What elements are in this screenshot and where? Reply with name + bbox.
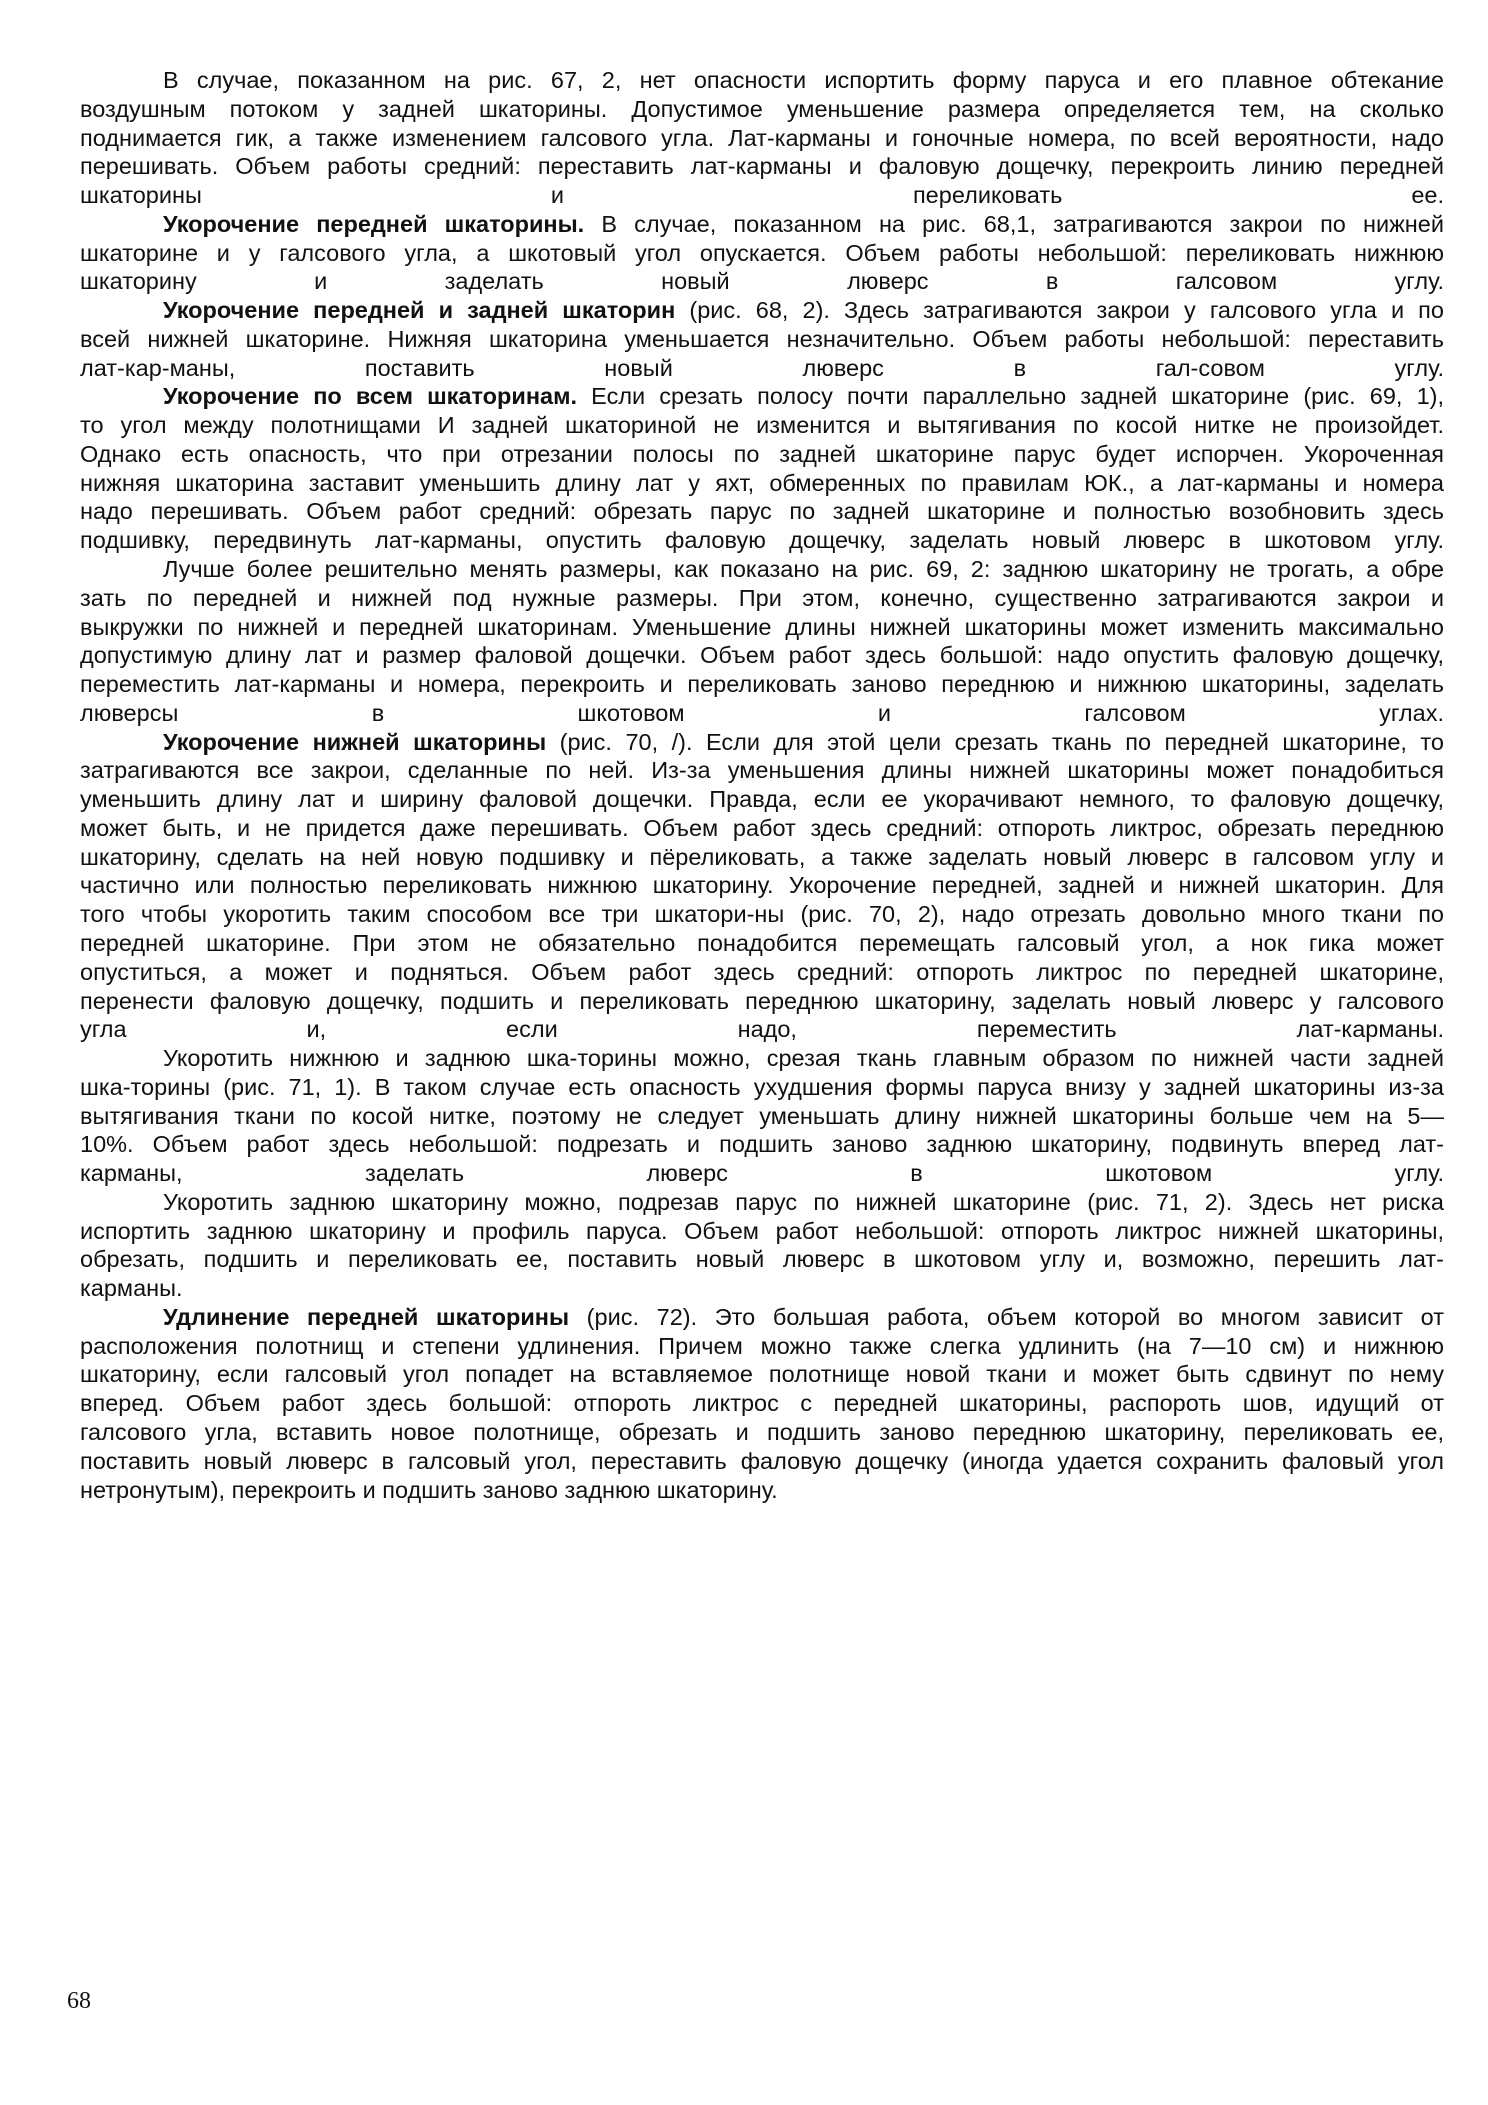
text-line: угла и, если надо, переместить лат-карманы. [80, 1016, 1444, 1043]
text-line: карманы. [80, 1275, 183, 1302]
section-heading: Удлинение передней шкаторины [163, 1303, 570, 1330]
text-run: В случае, показанном на рис. 68,1, затрагиваются закрои по нижней [584, 210, 1444, 237]
text-line: шкаторины и переликовать ее. [80, 182, 1444, 209]
paragraph-foot-leech-shortening [80, 1044, 1444, 1188]
text-line: В случае, показанном на рис. 67, 2, нет опасности испортить форму паруса и его плавное обтекание [163, 67, 1444, 93]
text-line: надо перешивать. Объем работ средний: обрезать парус по задней шкаторине и полностью возобновить здесь [80, 498, 1444, 525]
text-line: шка-торины (рис. 71, 1). В таком случае есть опасность ухудшения формы паруса внизу у задней шкаторины из-за [80, 1073, 1444, 1100]
text-line [80, 382, 1444, 411]
text-line: затрагиваются все закрои, сделанные по ней. Из-за уменьшения длины нижней шкаторины может понадобиться [80, 757, 1444, 784]
paragraph-leech-shortening [80, 1188, 1444, 1303]
section-heading: Укорочение передней и задней шкаторин [163, 297, 676, 324]
text-line: перешивать. Объем работы средний: переставить лат-карманы и фаловую дощечку, перекроить линию передней [80, 153, 1444, 180]
text-line: допустимую длину лат и размер фаловой дощечки. Объем работ здесь большой: надо опустить фаловую дощечку, [80, 642, 1444, 669]
text-line: обрезать, подшить и переликовать ее, поставить новый люверс в шкотовом углу и, возможно, перешить лат- [80, 1246, 1444, 1273]
text-run: Если срезать полосу почти параллельно задней шкаторине (рис. 69, 1), [577, 383, 1444, 410]
paragraph-intro [80, 66, 1444, 210]
section-heading: Укорочение нижней шкаторины [163, 728, 547, 755]
text-line: испортить заднюю шкаторину и профиль паруса. Объем работ небольшой: отпороть ликтрос нижней шкаторины, [80, 1217, 1444, 1244]
text-line: поставить новый люверс в галсовый угол, переставить фаловую дощечку (иногда удается сохранить фаловый угол [80, 1447, 1444, 1474]
paragraph-luff-leech-shortening [80, 296, 1444, 382]
text-line: подшивку, передвинуть лат-карманы, опустить фаловую дощечку, заделать новый люверс в шкотовом углу. [80, 527, 1444, 554]
section-heading: Укорочение по всем шкаторинам. [163, 383, 578, 410]
text-line: вперед. Объем работ здесь большой: отпороть ликтрос с передней шкаторины, распороть шов, идущий от [80, 1390, 1444, 1417]
text-line: нетронутым), перекроить и подшить заново заднюю шкаторину. [80, 1476, 778, 1503]
text-line: Однако есть опасность, что при отрезании полосы по задней шкаторине парус будет испорчен. Укороченная [80, 440, 1444, 467]
text-line: нижняя шкаторина заставит уменьшить длину лат у яхт, обмеренных по правилам ЮК., а лат-карманы и номера [80, 469, 1444, 496]
paragraph-foot-shortening [80, 728, 1444, 1044]
text-run: (рис. 68, 2). Здесь затрагиваются закрои у галсового угла и по [675, 297, 1444, 324]
text-line [80, 1303, 1444, 1332]
text-line: переместить лат-карманы и номера, перекроить и переликовать заново переднюю и нижнюю шкаторины, заделать [80, 671, 1444, 698]
text-line: опуститься, а может и подняться. Объем работ здесь средний: отпороть ликтрос по передней шкаторине, [80, 958, 1444, 985]
text-line: то угол между полотнищами И задней шкаториной не изменится и вытягивания по косой нитке не произойдет. [80, 412, 1444, 439]
text-line [80, 296, 1444, 325]
text-line: карманы, заделать люверс в шкотовом углу. [80, 1160, 1444, 1187]
text-line: Укоротить нижнюю и заднюю шка-торины можно, срезая ткань главным образом по нижней части задней [163, 1045, 1444, 1072]
text-line: шкаторину и заделать новый люверс в галсовом углу. [80, 268, 1444, 295]
text-line: Лучше более решительно менять размеры, как показано на рис. 69, 2: заднюю шкаторину не трогать, а обре [163, 556, 1444, 583]
text-run: (рис. 70, /). Если для этой цели срезать ткань по передней шкаторине, то [546, 728, 1444, 755]
text-line: всей нижней шкаторине. Нижняя шкаторина уменьшается незначительно. Объем работы небольшой: переставить [80, 325, 1444, 352]
text-line: шкаторине и у галсового угла, а шкотовый угол опускается. Объем работы небольшой: переликовать нижнюю [80, 239, 1444, 266]
paragraph-luff-lengthening [80, 1303, 1444, 1504]
text-line: Укоротить заднюю шкаторину можно, подрезав парус по нижней шкаторине (рис. 71, 2). Здесь нет риска [163, 1188, 1444, 1215]
text-line [80, 210, 1444, 239]
text-line: галсового угла, вставить новое полотнище, обрезать и подшить заново переднюю шкаторину, переликовать ее, [80, 1418, 1444, 1445]
text-line [80, 728, 1444, 757]
text-line: частично или полностью переликовать нижнюю шкаторину. Укорочение передней, задней и нижней шкаторин. Для [80, 872, 1444, 899]
text-line: люверсы в шкотовом и галсовом углах. [80, 699, 1444, 726]
text-run: (рис. 72). Это большая работа, объем которой во многом зависит от [569, 1303, 1444, 1330]
text-line: лат-кар-маны, поставить новый люверс в гал-совом углу. [80, 354, 1444, 381]
body-text [80, 66, 1444, 1504]
text-line: передней шкаторине. При этом не обязательно понадобится перемещать галсовый угол, а нок гика может [80, 929, 1444, 956]
text-line: выкружки по нижней и передней шкаторинам. Уменьшение длины нижней шкаторины может изменить максимально [80, 613, 1444, 640]
text-line: поднимается гик, а также изменением галсового угла. Лат-карманы и гоночные номера, по всей вероятности, надо [80, 124, 1444, 151]
page-number: 68 [67, 1988, 91, 2014]
section-heading: Укорочение передней шкаторины. [163, 210, 585, 237]
text-line: воздушным потоком у задней шкаторины. Допустимое уменьшение размера определяется тем, на сколько [80, 95, 1444, 122]
text-line: перенести фаловую дощечку, подшить и переликовать переднюю шкаторину, заделать новый люверс у галсового [80, 987, 1444, 1014]
text-line: уменьшить длину лат и ширину фаловой дощечки. Правда, если ее укорачивают немного, то фаловую дощечку, [80, 786, 1444, 813]
text-line: шкаторину, если галсовый угол попадет на вставляемое полотнище новой ткани и может быть сдвинут по нему [80, 1361, 1444, 1388]
paragraph-all-edges-shortening [80, 382, 1444, 555]
text-line: шкаторину, сделать на ней новую подшивку и пёреликовать, а также заделать новый люверс в галсовом углу и [80, 843, 1444, 870]
text-line: вытягивания ткани по косой нитке, поэтому не следует уменьшать длину нижней шкаторины больше чем на 5— [80, 1102, 1444, 1129]
text-line: 10%. Объем работ здесь небольшой: подрезать и подшить заново заднюю шкаторину, подвинуть вперед лат- [80, 1131, 1444, 1158]
text-line: того чтобы укоротить таким способом все три шкатори-ны (рис. 70, 2), надо отрезать довольно много ткани по [80, 901, 1444, 928]
text-line: расположения полотнищ и степени удлинения. Причем можно также слегка удлинить (на 7—10 см) и нижнюю [80, 1332, 1444, 1359]
text-line: зать по передней и нижней под нужные размеры. При этом, конечно, существенно затрагиваются закрои и [80, 584, 1444, 611]
paragraph-resize-alternative [80, 555, 1444, 728]
paragraph-luff-shortening [80, 210, 1444, 296]
text-line: может быть, и не придется даже перешивать. Объем работ здесь средний: отпороть ликтрос, обрезать переднюю [80, 814, 1444, 841]
